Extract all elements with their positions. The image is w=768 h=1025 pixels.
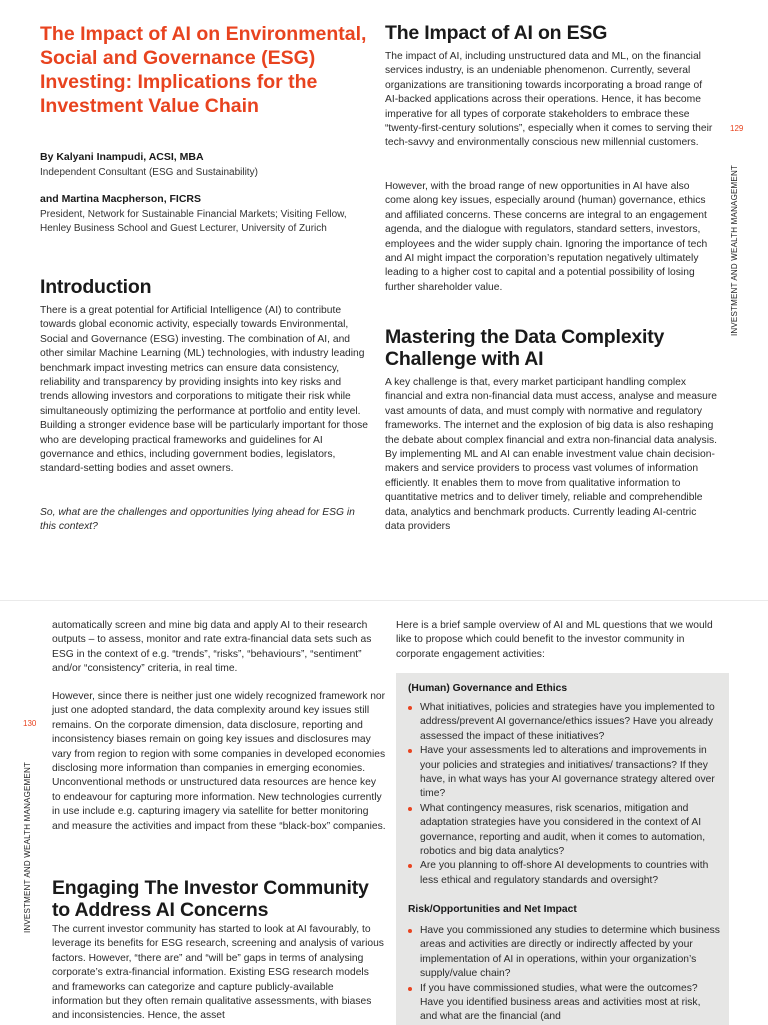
governance-heading: (Human) Governance and Ethics	[408, 683, 568, 694]
introduction-body: There is a great potential for Artificial Intelligence (AI) to contribute towards global economic activity, especially towards Environmental, Social and Governance (ESG) investing. The combination of AI, and other similar Machine Learning (ML) technologies, with industry leading benchmark impact investing metrics can ensure data consistency, reliability and transparency by providing insights into key risks and trends allowing investors and corporations to mitigate their risk while simultaneously optimizing the performance at portfolio and entity level. Building a stronger evidence base will be particularly important for those who are developing practical frameworks and guidelines for AI governance and ethics, including government bodies, legislators, standard-setting bodies and asset owners.	[40, 305, 368, 475]
author-2	[40, 192, 370, 237]
governance-question: Are you planning to off-shore AI developments to countries with less ethical and regulatory standards and oversight?	[408, 859, 720, 888]
mastering-heading: Mastering the Data Complexity Challenge with AI	[385, 326, 665, 370]
engaging-heading: Engaging The Investor Community to Address AI Concerns	[52, 877, 369, 921]
author-1-affiliation: Independent Consultant (ESG and Sustainability)	[40, 166, 258, 178]
author-1	[40, 150, 370, 180]
article-title: The Impact of AI on Environmental, Social and Governance (ESG) Investing: Implications for the Investment Value Chain	[40, 23, 367, 117]
impact-para-1: The impact of AI, including unstructured data and ML, on the financial services industry, is an undeniable phenomenon. Currently, several organizations are transitioning towards incorporating a broad range of AI-backed applications across their operations. Hence, it has become imperative for all types of corporate stakeholders to embrace these “twenty-first-century solutions”, especially when it comes to serving their tech-savvy and environmentally conscious new millennial customers.	[385, 51, 713, 149]
introduction-heading: Introduction	[40, 276, 152, 298]
running-head: INVESTMENT AND WEALTH MANAGEMENT	[730, 164, 739, 336]
screening-paragraph: automatically screen and mine big data and apply AI to their research outputs – to assess, monitor and rate extra-financial data sets such as ESG in the context of e.g. “trends”, “risks”, “behaviours”, “sentiment” and/or “consistency” criteria, in real time.	[52, 620, 372, 675]
page-number: 129	[730, 124, 744, 133]
governance-list	[408, 701, 720, 888]
author-2-name: and Martina Macpherson, FICRS	[40, 193, 202, 205]
author-2-affiliation: President, Network for Sustainable Financial Markets; Visiting Fellow, Henley Business School and Guest Lecturer, University of Zurich	[40, 208, 347, 234]
questions-box	[396, 673, 729, 1025]
impact-heading: The Impact of AI on ESG	[385, 22, 608, 44]
risk-question: Have you commissioned any studies to determine which business areas and activities are directly or indirectly affected by your implementation of AI in operations, within your organization’s supply/value chain?	[408, 924, 720, 982]
page-130	[0, 600, 768, 1025]
governance-question: What contingency measures, risk scenarios, mitigation and adaptation strategies have you considered in the context of AI governance, reporting and audit, when it comes to automation, robotics and big data analytics?	[408, 802, 720, 860]
page-number: 130	[23, 719, 37, 728]
governance-question: Have your assessments led to alterations and improvements in your policies and strategies and initiatives/ transactions? If they have, in what ways has your AI governance strategy altered over time?	[408, 744, 720, 802]
introduction-question: So, what are the challenges and opportunities lying ahead for ESG in this context?	[40, 507, 355, 533]
risk-list	[408, 924, 720, 1025]
complexity-paragraph: However, since there is neither just one widely recognized framework nor just one adopted standard, the data complexity around key issues still remains. On the corporate dimension, data disclosure, reporting and inconsistency biases remain on going key issues and disclosures may vary from region to region with some companies in developed economies disclosing more information than companies in emerging economies. Unconventional methods or unstructured data resources are hence key to endeavour for capturing more information. New technologies currently in use include e.g. capturing imagery via satellite for better monitoring and measure the activities and impact from these “black-box” companies.	[52, 691, 386, 832]
mastering-body: A key challenge is that, every market participant handling complex financial and extra non-financial data must access, analyse and measure vast amounts of data, and must comply with normative and regulatory frameworks. The internet and the explosion of big data is also reshaping the debate about complex financial and extra non-financial data analysis. By implementing ML and AI can enable investment value chain decision-makers and service providers to process vast volumes of information efficiently. It enables them to move from qualitative information to quantitative metrics and to deliver timely, reliable and comprehendible data, analytics and benchmark products. Currently leading AI-centric data providers	[385, 377, 718, 533]
author-1-name: By Kalyani Inampudi, ACSI, MBA	[40, 151, 204, 163]
running-head: INVESTMENT AND WEALTH MANAGEMENT	[23, 761, 32, 933]
governance-question: What initiatives, policies and strategies have you implemented to address/prevent AI governance/ethics issues? Have you already assessed the impact of these initiatives?	[408, 701, 720, 744]
engaging-body: The current investor community has started to look at AI favourably, to leverage its benefits for ESG research, screening and analysis of various factors. However, “there are” and “will be” gaps in terms of analysing corporate’s extra-financial information. Existing ESG research models and frameworks can categorize and capture publicly-available information but they often remain qualitative assessments, with biases and inconsistencies. Hence, the asset	[52, 924, 384, 1022]
risk-question: If you have commissioned studies, what were the outcomes? Have you identified business areas and activities most at risk, and what are the financial (and	[408, 982, 720, 1025]
overview-intro: Here is a brief sample overview of AI and ML questions that we would like to propose which could benefit to the investor community in corporate engagement activities:	[396, 620, 713, 660]
impact-para-2: However, with the broad range of new opportunities in AI have also come along key issues, especially around (human) governance, ethics and affiliated concerns. These concerns are integral to an engagement agenda, and the dialogue with regulators, standard setters, investors, employees and the wider supply chain. Ignoring the importance of tech and AI might impact the corporation’s reputation negatively ultimately leading to a higher cost to capital and a potential possibility of losing further shareholder value.	[385, 181, 708, 293]
risk-heading: Risk/Opportunities and Net Impact	[408, 904, 577, 915]
